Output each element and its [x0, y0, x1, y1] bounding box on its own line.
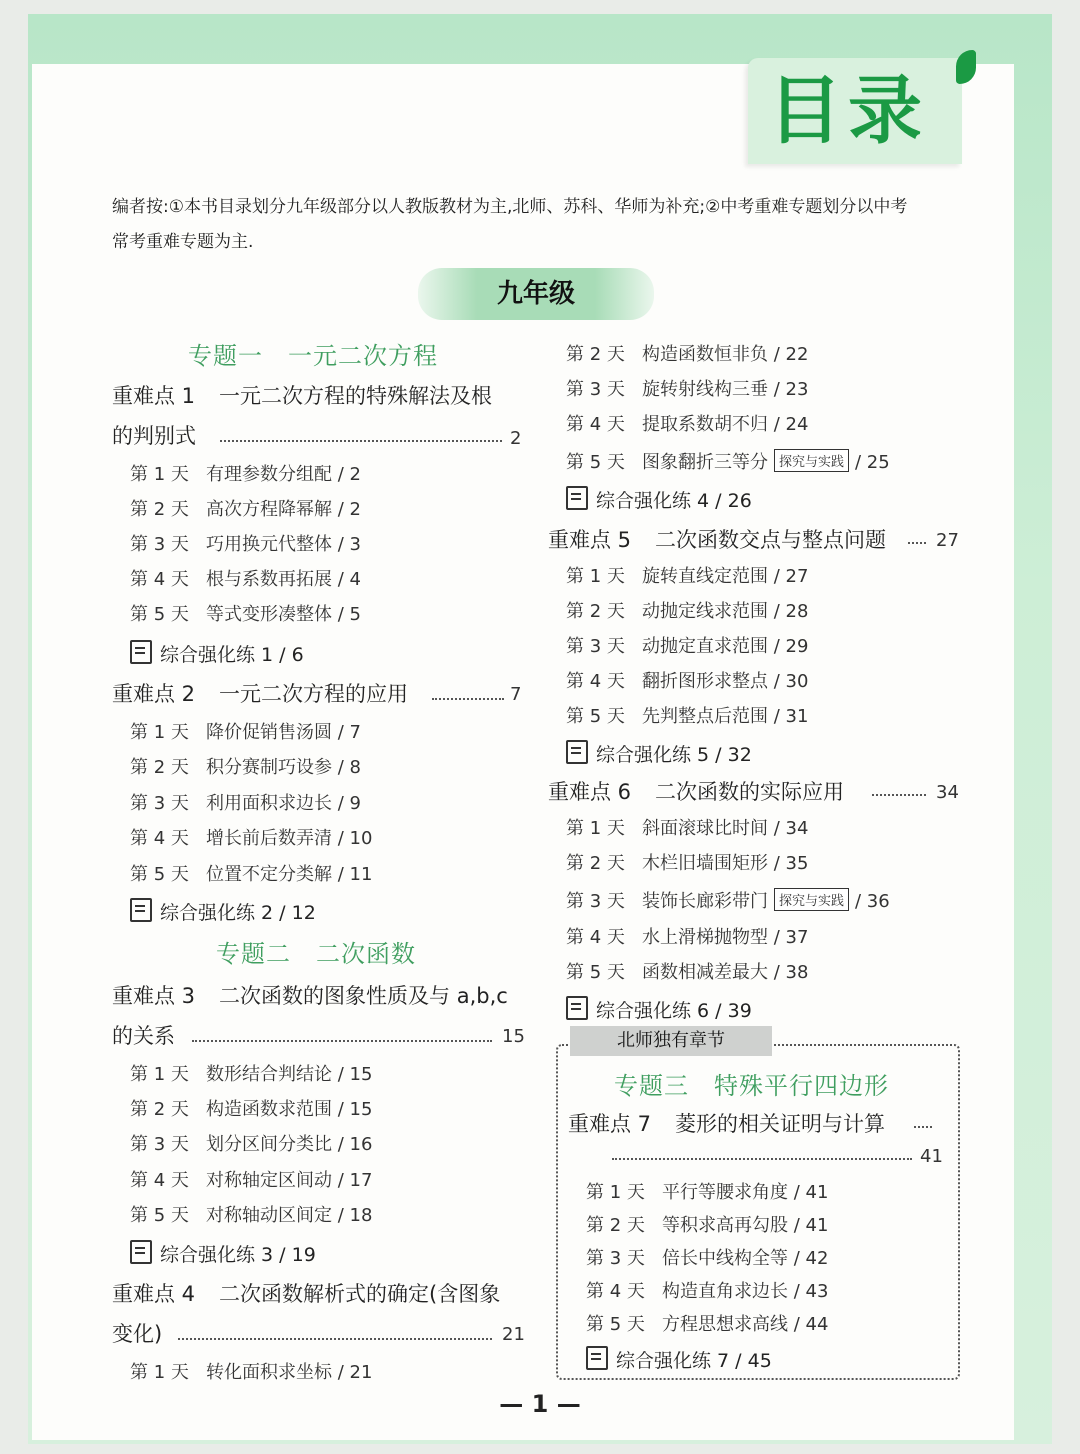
topic-1-heading: 专题一 一元二次方程	[188, 342, 438, 370]
day-item[interactable]: 第 2 天 木栏旧墙围矩形 / 35	[566, 853, 809, 874]
day-item[interactable]: 第 5 天 方程思想求高线 / 44	[586, 1314, 829, 1335]
day-item[interactable]: 第 4 天 水上滑梯抛物型 / 37	[566, 927, 809, 948]
key-6-title: 二次函数的实际应用	[655, 780, 845, 804]
leader-dots	[192, 1040, 492, 1042]
key-7-title: 菱形的相关证明与计算	[675, 1112, 886, 1136]
key-1-title-b: 的判别式	[112, 424, 196, 448]
exercise-icon	[586, 1346, 608, 1370]
leader-dots	[432, 698, 504, 700]
leader-dots	[612, 1158, 912, 1160]
review-item[interactable]: 综合强化练 2 / 12	[130, 898, 316, 925]
page-title: 目录	[768, 68, 928, 154]
day-item[interactable]: 第 4 天 翻折图形求整点 / 30	[566, 671, 809, 692]
day-item[interactable]: 第 5 天 位置不定分类解 / 11	[130, 864, 373, 885]
exercise-icon	[130, 640, 152, 664]
key-1-label: 重难点 1	[112, 384, 196, 408]
day-item[interactable]: 第 1 天 旋转直线定范围 / 27	[566, 566, 809, 587]
exercise-icon	[130, 1240, 152, 1264]
key-6-page: 34	[936, 782, 959, 803]
day-item[interactable]: 第 1 天 斜面滚球比时间 / 34	[566, 818, 809, 839]
day-item[interactable]: 第 3 天 旋转射线构三垂 / 23	[566, 379, 809, 400]
key-7-page: 41	[920, 1146, 943, 1167]
key-4-title-b: 变化)	[112, 1322, 163, 1346]
key-2-label: 重难点 2	[112, 682, 196, 706]
key-2[interactable]	[112, 678, 408, 708]
leader-dots	[872, 794, 926, 796]
grade-banner	[418, 268, 654, 320]
day-item[interactable]: 第 5 天 先判整点后范围 / 31	[566, 706, 809, 727]
editor-note	[112, 190, 972, 260]
day-item[interactable]: 第 3 天 倍长中线构全等 / 42	[586, 1248, 829, 1269]
day-item[interactable]: 第 2 天 等积求高再勾股 / 41	[586, 1215, 829, 1236]
key-3[interactable]	[112, 980, 508, 1010]
page-number: — 1 —	[499, 1390, 581, 1418]
key-3-page: 15	[502, 1026, 525, 1047]
leader-dots	[178, 1338, 492, 1340]
day-item[interactable]: 第 5 天 对称轴动区间定 / 18	[130, 1205, 373, 1226]
day-item[interactable]: 第 5 天 等式变形凑整体 / 5	[130, 604, 361, 625]
day-item[interactable]: 第 1 天 降价促销售汤圆 / 7	[130, 722, 361, 743]
grade-title: 九年级	[496, 279, 575, 309]
editor-note-line2: 常考重难专题为主.	[112, 232, 254, 252]
day-item[interactable]: 第 4 天 构造直角求边长 / 43	[586, 1281, 829, 1302]
key-7[interactable]	[568, 1108, 885, 1138]
title-tab	[748, 58, 962, 164]
explore-practice-badge: 探究与实践	[774, 449, 849, 472]
review-item[interactable]: 综合强化练 4 / 26	[566, 486, 752, 513]
day-item[interactable]: 第 4 天 提取系数胡不归 / 24	[566, 414, 809, 435]
day-item[interactable]: 第 4 天 根与系数再拓展 / 4	[130, 569, 361, 590]
day-item[interactable]: 第 2 天 动抛定线求范围 / 28	[566, 601, 809, 622]
beishi-section-label: 北师独有章节	[570, 1026, 772, 1056]
day-item[interactable]: 第 1 天 平行等腰求角度 / 41	[586, 1182, 829, 1203]
key-5-label: 重难点 5	[548, 528, 632, 552]
day-item[interactable]: 第 2 天 高次方程降幂解 / 2	[130, 499, 361, 520]
day-item[interactable]: 第 3 天 装饰长廊彩带门 探究与实践 / 36	[566, 887, 890, 913]
review-item[interactable]: 综合强化练 3 / 19	[130, 1240, 316, 1267]
review-item[interactable]: 综合强化练 7 / 45	[586, 1346, 772, 1373]
key-6-label: 重难点 6	[548, 780, 632, 804]
review-item[interactable]: 综合强化练 1 / 6	[130, 640, 304, 667]
leader-dots	[220, 440, 502, 442]
key-4-page: 21	[502, 1324, 525, 1345]
review-item[interactable]: 综合强化练 6 / 39	[566, 996, 752, 1023]
explore-practice-badge: 探究与实践	[774, 888, 849, 911]
key-5-title: 二次函数交点与整点问题	[655, 528, 887, 552]
editor-note-line1: 编者按:①本书目录划分九年级部分以人教版教材为主,北师、苏科、华师为补充;②中考重难专题划分以中考	[112, 197, 908, 217]
key-4-title-a: 二次函数解析式的确定(含图象	[219, 1282, 501, 1306]
key-3-title-a: 二次函数的图象性质及与 a,b,c	[219, 984, 508, 1008]
exercise-icon	[566, 486, 588, 510]
key-1-title-a: 一元二次方程的特殊解法及根	[219, 384, 493, 408]
day-item[interactable]: 第 2 天 积分赛制巧设参 / 8	[130, 757, 361, 778]
key-6[interactable]	[548, 776, 844, 806]
key-1-page: 2	[510, 428, 522, 449]
day-item[interactable]: 第 1 天 数形结合判结论 / 15	[130, 1064, 373, 1085]
exercise-icon	[566, 740, 588, 764]
topic-3-heading: 专题三 特殊平行四边形	[614, 1072, 889, 1100]
key-4[interactable]	[112, 1278, 500, 1308]
day-item[interactable]: 第 3 天 巧用换元代整体 / 3	[130, 534, 361, 555]
review-item[interactable]: 综合强化练 5 / 32	[566, 740, 752, 767]
day-item[interactable]: 第 2 天 构造函数求范围 / 15	[130, 1099, 373, 1120]
day-item[interactable]: 第 4 天 对称轴定区间动 / 17	[130, 1170, 373, 1191]
day-item[interactable]: 第 1 天 转化面积求坐标 / 21	[130, 1362, 373, 1383]
day-item[interactable]: 第 2 天 构造函数恒非负 / 22	[566, 344, 809, 365]
exercise-icon	[130, 898, 152, 922]
leader-dots	[914, 1126, 932, 1128]
key-1[interactable]	[112, 380, 492, 410]
key-3-label: 重难点 3	[112, 984, 196, 1008]
day-item[interactable]: 第 3 天 利用面积求边长 / 9	[130, 793, 361, 814]
exercise-icon	[566, 996, 588, 1020]
leader-dots	[908, 542, 926, 544]
key-2-page: 7	[510, 684, 522, 705]
day-item[interactable]: 第 3 天 动抛定直求范围 / 29	[566, 636, 809, 657]
day-item[interactable]: 第 3 天 划分区间分类比 / 16	[130, 1134, 373, 1155]
day-item[interactable]: 第 1 天 有理参数分组配 / 2	[130, 464, 361, 485]
key-3-title-b: 的关系	[112, 1024, 175, 1048]
key-4-label: 重难点 4	[112, 1282, 196, 1306]
day-item[interactable]: 第 5 天 函数相减差最大 / 38	[566, 962, 809, 983]
key-2-title: 一元二次方程的应用	[219, 682, 409, 706]
key-7-label: 重难点 7	[568, 1112, 652, 1136]
day-item[interactable]: 第 4 天 增长前后数弄清 / 10	[130, 828, 373, 849]
day-item[interactable]: 第 5 天 图象翻折三等分 探究与实践 / 25	[566, 448, 890, 474]
key-5-page: 27	[936, 530, 959, 551]
key-5[interactable]	[548, 524, 886, 554]
topic-2-heading: 专题二 二次函数	[216, 940, 416, 968]
